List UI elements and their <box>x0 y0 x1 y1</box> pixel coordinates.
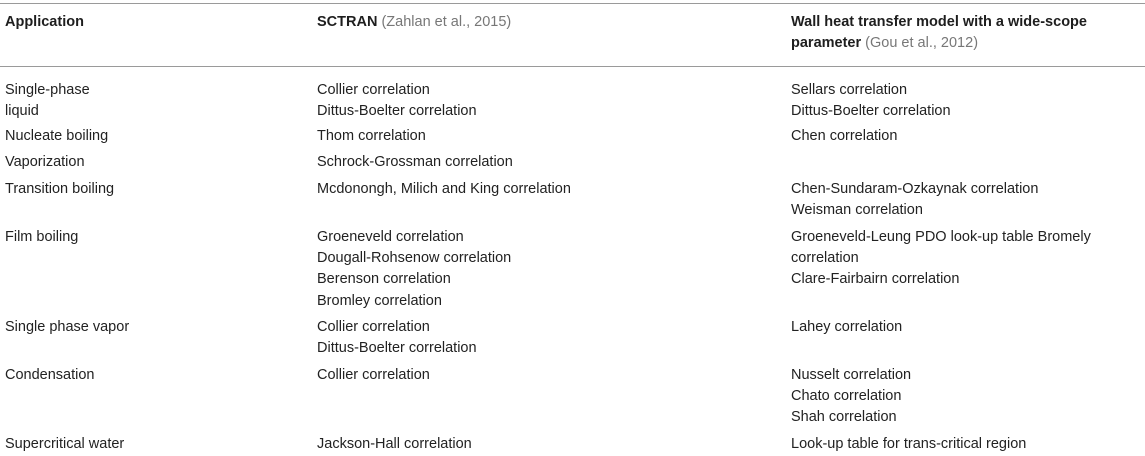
cell-sctran-line: Collier correlation <box>317 367 430 383</box>
cell-sctran-line: Dittus-Boelter correlation <box>317 103 477 120</box>
cell-sctran <box>317 365 777 386</box>
cell-sctran-line: Jackson-Hall correlation <box>317 436 472 452</box>
cell-wall-model-line: Nusselt correlation <box>791 367 912 383</box>
header-sctran <box>317 12 511 33</box>
cell-wall-model <box>791 80 1141 122</box>
cell-wall-model <box>791 317 1141 338</box>
cell-application <box>5 365 305 386</box>
header-wall-model-label: Wall heat transfer model with a wide-scope parameter <box>791 14 1087 51</box>
cell-application <box>5 179 305 200</box>
cell-application-line: Supercritical water <box>5 436 125 452</box>
cell-sctran <box>317 317 777 359</box>
header-application <box>5 12 84 33</box>
cell-wall-model-line: Dittus-Boelter correlation <box>791 103 951 120</box>
header-wall-model <box>791 12 1141 54</box>
cell-wall-model <box>791 126 1141 147</box>
cell-wall-model <box>791 434 1141 455</box>
cell-application <box>5 126 305 147</box>
cell-application-line: liquid <box>5 103 39 120</box>
cell-wall-model-line: Clare-Fairbairn correlation <box>791 271 960 288</box>
top-rule <box>0 3 1145 4</box>
cell-application-line: Nucleate boiling <box>5 128 109 144</box>
cell-wall-model-line: Groeneveld-Leung PDO look-up table Bromely correlation <box>791 229 1091 267</box>
cell-wall-model-line: Look-up table for trans-critical region <box>791 436 1027 452</box>
cell-application-line: Film boiling <box>5 229 79 245</box>
cell-application-line: Transition boiling <box>5 181 115 197</box>
cell-wall-model-line: Chen correlation <box>791 128 898 144</box>
cell-sctran-line: Dittus-Boelter correlation <box>317 340 477 357</box>
cell-sctran <box>317 152 777 173</box>
header-wall-model-close: ) <box>973 35 979 51</box>
cell-wall-model-line: Sellars correlation <box>791 82 908 98</box>
cell-application-line: Condensation <box>5 367 95 383</box>
header-sctran-close: ) <box>506 14 512 30</box>
cell-wall-model-line: Lahey correlation <box>791 319 903 335</box>
cell-sctran-line: Thom correlation <box>317 128 426 144</box>
header-sctran-open: ( <box>381 14 387 30</box>
cell-wall-model <box>791 179 1141 221</box>
cell-sctran <box>317 80 777 122</box>
cell-wall-model <box>791 227 1141 291</box>
cell-application-line: Vaporization <box>5 154 85 170</box>
header-sctran-label: SCTRAN <box>317 14 378 30</box>
cell-sctran <box>317 434 777 455</box>
cell-sctran <box>317 227 777 312</box>
cell-application <box>5 317 305 338</box>
cell-application-line: Single-phase <box>5 82 90 98</box>
header-sctran-citation-link[interactable]: Zahlan et al., 2015 <box>386 14 507 30</box>
cell-wall-model-line: Weisman correlation <box>791 202 923 219</box>
cell-sctran <box>317 126 777 147</box>
cell-application <box>5 434 305 455</box>
cell-wall-model <box>791 365 1141 429</box>
cell-sctran-line: Collier correlation <box>317 319 430 335</box>
cell-sctran-line: Mcdonongh, Milich and King correlation <box>317 181 571 197</box>
cell-sctran-line: Berenson correlation <box>317 271 451 288</box>
cell-application <box>5 227 305 248</box>
cell-wall-model-line: Chato correlation <box>791 388 902 405</box>
cell-application-line: Single phase vapor <box>5 319 130 335</box>
header-rule <box>0 66 1145 67</box>
cell-wall-model-line: Chen-Sundaram-Ozkaynak correlation <box>791 181 1039 197</box>
cell-sctran <box>317 179 777 200</box>
cell-sctran-line: Bromley correlation <box>317 292 442 309</box>
cell-sctran-line: Groeneveld correlation <box>317 229 464 245</box>
header-wall-model-citation-link[interactable]: Gou et al., 2012 <box>870 35 974 51</box>
cell-application <box>5 80 305 122</box>
cell-sctran-line: Dougall-Rohsenow correlation <box>317 250 512 267</box>
cell-wall-model-line: Shah correlation <box>791 409 897 426</box>
cell-sctran-line: Schrock-Grossman correlation <box>317 154 513 170</box>
header-wall-model-open: ( <box>865 35 870 51</box>
cell-sctran-line: Collier correlation <box>317 82 430 98</box>
cell-application <box>5 152 305 173</box>
header-application-text: Application <box>5 14 84 30</box>
